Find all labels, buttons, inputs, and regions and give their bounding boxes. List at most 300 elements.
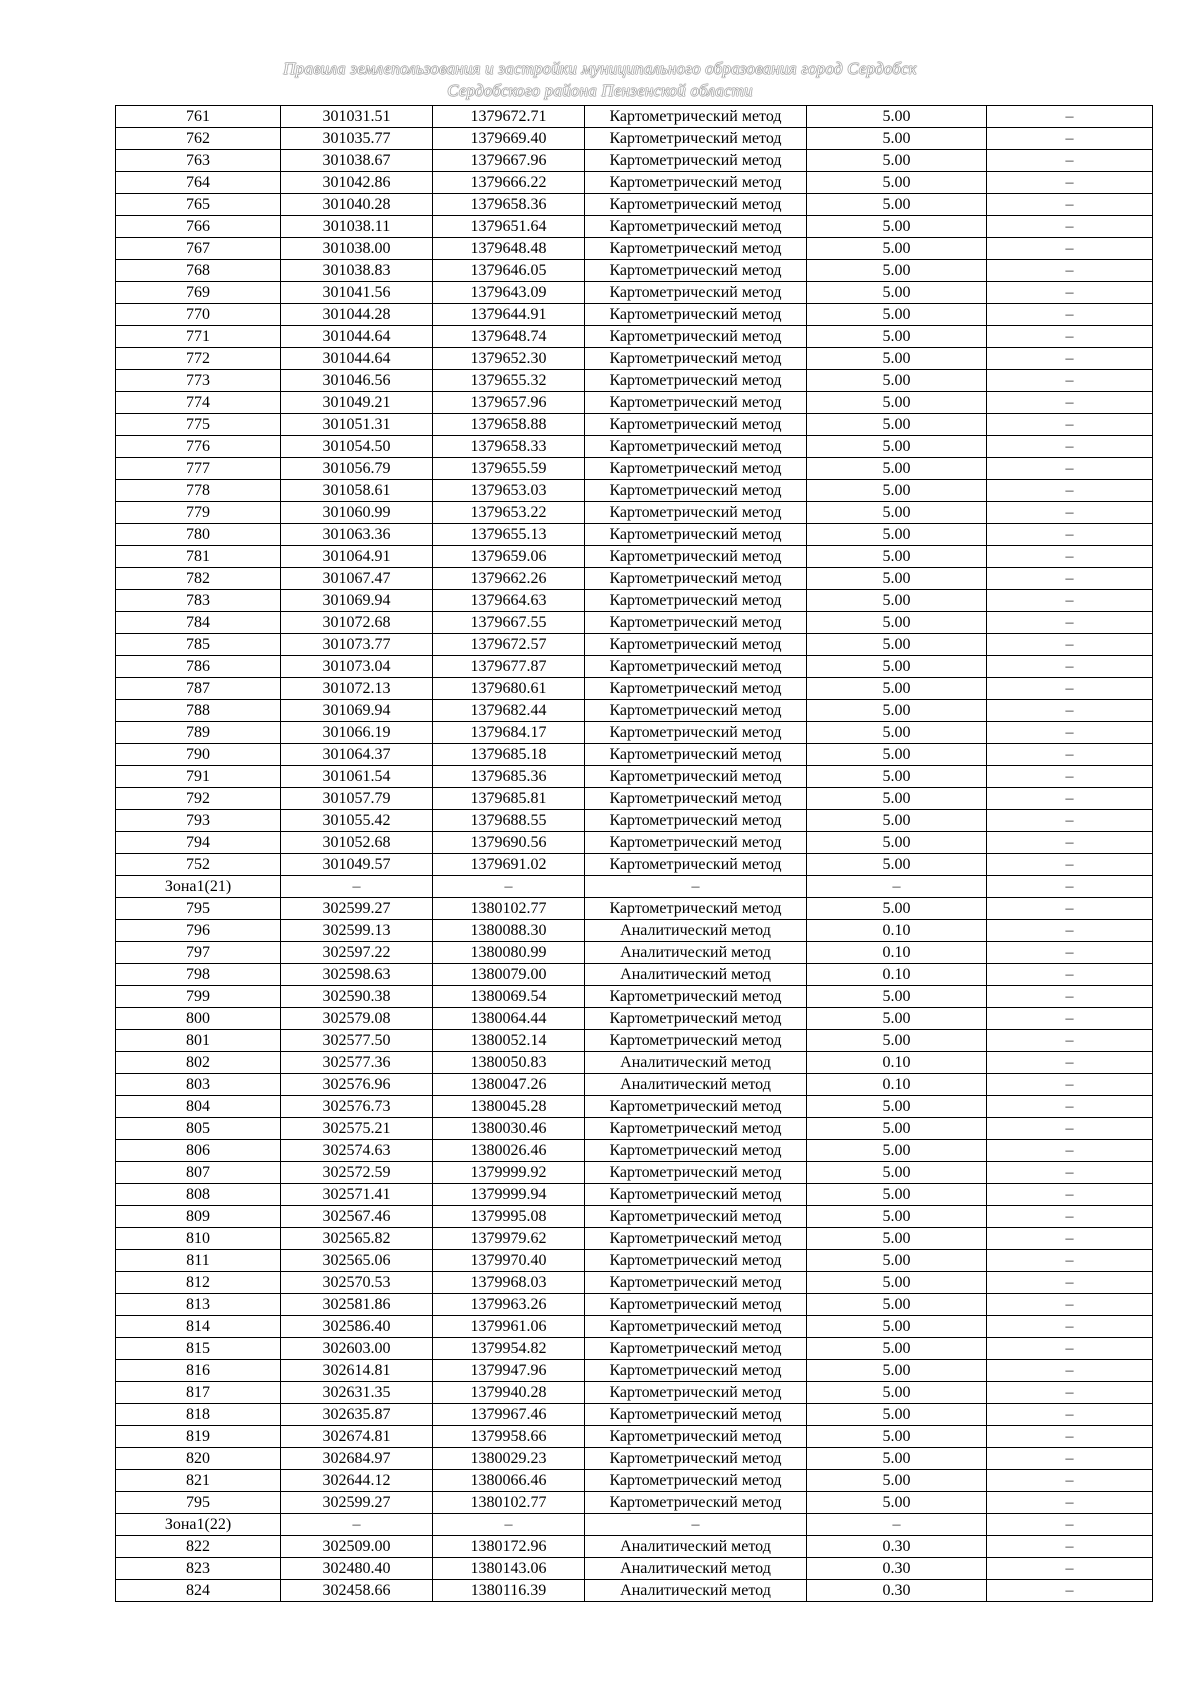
note-cell: – (987, 1558, 1153, 1580)
method-cell: Картометрический метод (585, 744, 807, 766)
point-number-cell: 778 (116, 480, 281, 502)
x-coordinate-cell: 302614.81 (281, 1360, 433, 1382)
accuracy-cell: 5.00 (807, 1294, 987, 1316)
y-coordinate-cell: 1379940.28 (433, 1382, 585, 1404)
accuracy-cell: 5.00 (807, 986, 987, 1008)
note-cell: – (987, 1250, 1153, 1272)
accuracy-cell: 5.00 (807, 634, 987, 656)
point-number-cell: 811 (116, 1250, 281, 1272)
table-row (116, 964, 1153, 986)
method-cell: Картометрический метод (585, 524, 807, 546)
point-number-cell: 796 (116, 920, 281, 942)
table-row (116, 1360, 1153, 1382)
x-coordinate-cell: 301057.79 (281, 788, 433, 810)
note-cell: – (987, 304, 1153, 326)
note-cell: – (987, 348, 1153, 370)
x-coordinate-cell: 302570.53 (281, 1272, 433, 1294)
note-cell: – (987, 854, 1153, 876)
y-coordinate-cell: 1379669.40 (433, 128, 585, 150)
note-cell: – (987, 1074, 1153, 1096)
note-cell: – (987, 1580, 1153, 1602)
y-coordinate-cell: – (433, 876, 585, 898)
x-coordinate-cell: 301066.19 (281, 722, 433, 744)
method-cell: Картометрический метод (585, 1470, 807, 1492)
x-coordinate-cell: 302598.63 (281, 964, 433, 986)
table-row (116, 700, 1153, 722)
header-line-2: Сердобского района Пензенской области (447, 81, 753, 100)
note-cell: – (987, 238, 1153, 260)
point-number-cell: 810 (116, 1228, 281, 1250)
accuracy-cell: 5.00 (807, 216, 987, 238)
table-row (116, 568, 1153, 590)
note-cell: – (987, 1316, 1153, 1338)
x-coordinate-cell: 302565.82 (281, 1228, 433, 1250)
table-row (116, 942, 1153, 964)
table-row (116, 282, 1153, 304)
y-coordinate-cell: 1379657.96 (433, 392, 585, 414)
x-coordinate-cell: 301044.64 (281, 326, 433, 348)
table-row (116, 1448, 1153, 1470)
table-row (116, 1096, 1153, 1118)
method-cell: Картометрический метод (585, 700, 807, 722)
point-number-cell: 806 (116, 1140, 281, 1162)
table-row (116, 1294, 1153, 1316)
x-coordinate-cell: 302576.96 (281, 1074, 433, 1096)
accuracy-cell: 0.10 (807, 920, 987, 942)
accuracy-cell: 5.00 (807, 1096, 987, 1118)
y-coordinate-cell: 1379958.66 (433, 1426, 585, 1448)
point-number-cell: 797 (116, 942, 281, 964)
y-coordinate-cell: 1379648.74 (433, 326, 585, 348)
table-row (116, 678, 1153, 700)
y-coordinate-cell: 1380047.26 (433, 1074, 585, 1096)
y-coordinate-cell: 1379653.22 (433, 502, 585, 524)
x-coordinate-cell: 301049.57 (281, 854, 433, 876)
point-number-cell: 772 (116, 348, 281, 370)
y-coordinate-cell: 1379963.26 (433, 1294, 585, 1316)
table-row (116, 1118, 1153, 1140)
note-cell: – (987, 986, 1153, 1008)
point-number-cell: 799 (116, 986, 281, 1008)
x-coordinate-cell: 302565.06 (281, 1250, 433, 1272)
accuracy-cell: 5.00 (807, 568, 987, 590)
table-row (116, 480, 1153, 502)
method-cell: Картометрический метод (585, 480, 807, 502)
x-coordinate-cell: 301040.28 (281, 194, 433, 216)
method-cell: Картометрический метод (585, 678, 807, 700)
point-number-cell: 801 (116, 1030, 281, 1052)
method-cell: Картометрический метод (585, 1008, 807, 1030)
point-number-cell: 765 (116, 194, 281, 216)
point-number-cell: 783 (116, 590, 281, 612)
x-coordinate-cell: 302599.13 (281, 920, 433, 942)
note-cell: – (987, 920, 1153, 942)
y-coordinate-cell: 1379684.17 (433, 722, 585, 744)
point-number-cell: 785 (116, 634, 281, 656)
method-cell: Картометрический метод (585, 854, 807, 876)
note-cell: – (987, 898, 1153, 920)
y-coordinate-cell: 1380143.06 (433, 1558, 585, 1580)
x-coordinate-cell: 301054.50 (281, 436, 433, 458)
y-coordinate-cell: 1380052.14 (433, 1030, 585, 1052)
point-number-cell: 790 (116, 744, 281, 766)
note-cell: – (987, 392, 1153, 414)
note-cell: – (987, 1206, 1153, 1228)
method-cell: Картометрический метод (585, 304, 807, 326)
x-coordinate-cell: 302599.27 (281, 898, 433, 920)
zone-header-row (116, 1514, 1153, 1536)
accuracy-cell: 5.00 (807, 1272, 987, 1294)
table-row (116, 1492, 1153, 1514)
note-cell: – (987, 326, 1153, 348)
y-coordinate-cell: 1379961.06 (433, 1316, 585, 1338)
method-cell: Картометрический метод (585, 612, 807, 634)
table-row (116, 392, 1153, 414)
x-coordinate-cell: 301051.31 (281, 414, 433, 436)
accuracy-cell: – (807, 876, 987, 898)
table-row (116, 590, 1153, 612)
note-cell: – (987, 260, 1153, 282)
table-row (116, 1074, 1153, 1096)
y-coordinate-cell: 1380080.99 (433, 942, 585, 964)
method-cell: Картометрический метод (585, 986, 807, 1008)
x-coordinate-cell: 301055.42 (281, 810, 433, 832)
note-cell: – (987, 216, 1153, 238)
x-coordinate-cell: 301052.68 (281, 832, 433, 854)
accuracy-cell: 5.00 (807, 370, 987, 392)
note-cell: – (987, 876, 1153, 898)
method-cell: – (585, 876, 807, 898)
accuracy-cell: 5.00 (807, 810, 987, 832)
table-row (116, 1580, 1153, 1602)
y-coordinate-cell: 1379652.30 (433, 348, 585, 370)
method-cell: Картометрический метод (585, 1140, 807, 1162)
point-number-cell: 822 (116, 1536, 281, 1558)
x-coordinate-cell: 301044.64 (281, 348, 433, 370)
y-coordinate-cell: 1379643.09 (433, 282, 585, 304)
method-cell: Аналитический метод (585, 1536, 807, 1558)
note-cell: – (987, 1470, 1153, 1492)
x-coordinate-cell: 302577.50 (281, 1030, 433, 1052)
accuracy-cell: 5.00 (807, 1030, 987, 1052)
zone-header-row (116, 876, 1153, 898)
note-cell: – (987, 194, 1153, 216)
x-coordinate-cell: 301060.99 (281, 502, 433, 524)
x-coordinate-cell: 302576.73 (281, 1096, 433, 1118)
point-number-cell: 798 (116, 964, 281, 986)
note-cell: – (987, 612, 1153, 634)
y-coordinate-cell: 1380050.83 (433, 1052, 585, 1074)
y-coordinate-cell: 1379685.36 (433, 766, 585, 788)
x-coordinate-cell: – (281, 1514, 433, 1536)
x-coordinate-cell: 302577.36 (281, 1052, 433, 1074)
y-coordinate-cell: 1379954.82 (433, 1338, 585, 1360)
point-number-cell: 764 (116, 172, 281, 194)
accuracy-cell: 5.00 (807, 458, 987, 480)
accuracy-cell: 5.00 (807, 326, 987, 348)
y-coordinate-cell: 1379672.71 (433, 106, 585, 128)
method-cell: Картометрический метод (585, 1382, 807, 1404)
point-number-cell: 813 (116, 1294, 281, 1316)
table-row (116, 150, 1153, 172)
point-number-cell: 776 (116, 436, 281, 458)
y-coordinate-cell: 1379691.02 (433, 854, 585, 876)
method-cell: Картометрический метод (585, 898, 807, 920)
x-coordinate-cell: 301064.91 (281, 546, 433, 568)
method-cell: Аналитический метод (585, 1558, 807, 1580)
table-row (116, 546, 1153, 568)
method-cell: Аналитический метод (585, 942, 807, 964)
point-number-cell: 817 (116, 1382, 281, 1404)
y-coordinate-cell: 1379680.61 (433, 678, 585, 700)
accuracy-cell: 5.00 (807, 436, 987, 458)
point-number-cell: 800 (116, 1008, 281, 1030)
point-number-cell: 781 (116, 546, 281, 568)
point-number-cell: 795 (116, 1492, 281, 1514)
x-coordinate-cell: 301038.83 (281, 260, 433, 282)
point-number-cell: 774 (116, 392, 281, 414)
note-cell: – (987, 1184, 1153, 1206)
accuracy-cell: 5.00 (807, 282, 987, 304)
y-coordinate-cell: 1379968.03 (433, 1272, 585, 1294)
point-number-cell: 792 (116, 788, 281, 810)
point-number-cell: 777 (116, 458, 281, 480)
y-coordinate-cell: 1379970.40 (433, 1250, 585, 1272)
accuracy-cell: 5.00 (807, 1184, 987, 1206)
accuracy-cell: 0.10 (807, 1052, 987, 1074)
x-coordinate-cell: 301063.36 (281, 524, 433, 546)
y-coordinate-cell: 1380116.39 (433, 1580, 585, 1602)
table-row (116, 1470, 1153, 1492)
x-coordinate-cell: 301038.11 (281, 216, 433, 238)
header-line-1: Правила землепользования и застройки муниципального образования город Сердобск (283, 59, 917, 78)
note-cell: – (987, 458, 1153, 480)
point-number-cell: 784 (116, 612, 281, 634)
point-number-cell: 793 (116, 810, 281, 832)
accuracy-cell: 0.30 (807, 1536, 987, 1558)
note-cell: – (987, 1360, 1153, 1382)
accuracy-cell: 5.00 (807, 1206, 987, 1228)
note-cell: – (987, 1140, 1153, 1162)
y-coordinate-cell: 1380102.77 (433, 1492, 585, 1514)
accuracy-cell: 0.30 (807, 1580, 987, 1602)
note-cell: – (987, 678, 1153, 700)
accuracy-cell: 5.00 (807, 1140, 987, 1162)
y-coordinate-cell: 1379648.48 (433, 238, 585, 260)
note-cell: – (987, 150, 1153, 172)
x-coordinate-cell: 301046.56 (281, 370, 433, 392)
y-coordinate-cell: 1379667.55 (433, 612, 585, 634)
accuracy-cell: 5.00 (807, 832, 987, 854)
y-coordinate-cell: 1379979.62 (433, 1228, 585, 1250)
x-coordinate-cell: 301038.00 (281, 238, 433, 260)
y-coordinate-cell: 1380088.30 (433, 920, 585, 942)
y-coordinate-cell: 1379682.44 (433, 700, 585, 722)
accuracy-cell: 5.00 (807, 1118, 987, 1140)
x-coordinate-cell: 302590.38 (281, 986, 433, 1008)
table-row (116, 634, 1153, 656)
table-row (116, 656, 1153, 678)
table-row (116, 326, 1153, 348)
accuracy-cell: 5.00 (807, 392, 987, 414)
accuracy-cell: 5.00 (807, 150, 987, 172)
y-coordinate-cell: 1379655.32 (433, 370, 585, 392)
note-cell: – (987, 370, 1153, 392)
note-cell: – (987, 766, 1153, 788)
note-cell: – (987, 524, 1153, 546)
table-row (116, 1140, 1153, 1162)
method-cell: Картометрический метод (585, 1096, 807, 1118)
accuracy-cell: 5.00 (807, 766, 987, 788)
note-cell: – (987, 942, 1153, 964)
table-row (116, 238, 1153, 260)
table-row (116, 1250, 1153, 1272)
y-coordinate-cell: 1380102.77 (433, 898, 585, 920)
y-coordinate-cell: 1379655.13 (433, 524, 585, 546)
y-coordinate-cell: 1379658.33 (433, 436, 585, 458)
note-cell: – (987, 1008, 1153, 1030)
method-cell: Картометрический метод (585, 282, 807, 304)
y-coordinate-cell: – (433, 1514, 585, 1536)
method-cell: Картометрический метод (585, 436, 807, 458)
note-cell: – (987, 414, 1153, 436)
method-cell: Картометрический метод (585, 1272, 807, 1294)
method-cell: Картометрический метод (585, 458, 807, 480)
point-number-cell: 787 (116, 678, 281, 700)
accuracy-cell: 5.00 (807, 1470, 987, 1492)
table-row (116, 1558, 1153, 1580)
note-cell: – (987, 744, 1153, 766)
table-row (116, 898, 1153, 920)
point-number-cell: 812 (116, 1272, 281, 1294)
point-number-cell: 820 (116, 1448, 281, 1470)
point-number-cell: 818 (116, 1404, 281, 1426)
method-cell: Картометрический метод (585, 216, 807, 238)
accuracy-cell: 5.00 (807, 1448, 987, 1470)
method-cell: Картометрический метод (585, 1162, 807, 1184)
x-coordinate-cell: 301061.54 (281, 766, 433, 788)
point-number-cell: 773 (116, 370, 281, 392)
table-row (116, 722, 1153, 744)
point-number-cell: 795 (116, 898, 281, 920)
y-coordinate-cell: 1379655.59 (433, 458, 585, 480)
accuracy-cell: 5.00 (807, 546, 987, 568)
note-cell: – (987, 282, 1153, 304)
accuracy-cell: 5.00 (807, 348, 987, 370)
table-row (116, 986, 1153, 1008)
note-cell: – (987, 436, 1153, 458)
note-cell: – (987, 634, 1153, 656)
point-number-cell: 762 (116, 128, 281, 150)
x-coordinate-cell: 302603.00 (281, 1338, 433, 1360)
coordinates-table (115, 105, 1153, 1602)
table-row (116, 832, 1153, 854)
note-cell: – (987, 502, 1153, 524)
point-number-cell: 807 (116, 1162, 281, 1184)
y-coordinate-cell: 1379662.26 (433, 568, 585, 590)
x-coordinate-cell: 301064.37 (281, 744, 433, 766)
table-row (116, 1338, 1153, 1360)
method-cell: Картометрический метод (585, 1492, 807, 1514)
x-coordinate-cell: 302581.86 (281, 1294, 433, 1316)
method-cell: Картометрический метод (585, 150, 807, 172)
accuracy-cell: 5.00 (807, 744, 987, 766)
method-cell: Картометрический метод (585, 326, 807, 348)
y-coordinate-cell: 1379653.03 (433, 480, 585, 502)
point-number-cell: 752 (116, 854, 281, 876)
y-coordinate-cell: 1379685.81 (433, 788, 585, 810)
accuracy-cell: 0.10 (807, 1074, 987, 1096)
note-cell: – (987, 788, 1153, 810)
point-number-cell: 803 (116, 1074, 281, 1096)
point-number-cell: Зона1(22) (116, 1514, 281, 1536)
point-number-cell: 766 (116, 216, 281, 238)
method-cell: Картометрический метод (585, 502, 807, 524)
y-coordinate-cell: 1379967.46 (433, 1404, 585, 1426)
point-number-cell: 809 (116, 1206, 281, 1228)
x-coordinate-cell: 301041.56 (281, 282, 433, 304)
point-number-cell: 816 (116, 1360, 281, 1382)
x-coordinate-cell: 301035.77 (281, 128, 433, 150)
table-row (116, 1184, 1153, 1206)
y-coordinate-cell: 1379690.56 (433, 832, 585, 854)
accuracy-cell: 5.00 (807, 898, 987, 920)
point-number-cell: 804 (116, 1096, 281, 1118)
accuracy-cell: 5.00 (807, 1250, 987, 1272)
method-cell: Аналитический метод (585, 964, 807, 986)
note-cell: – (987, 1162, 1153, 1184)
table-row (116, 304, 1153, 326)
method-cell: Аналитический метод (585, 1580, 807, 1602)
table-row (116, 1316, 1153, 1338)
x-coordinate-cell: 302575.21 (281, 1118, 433, 1140)
method-cell: Картометрический метод (585, 722, 807, 744)
table-row (116, 1404, 1153, 1426)
x-coordinate-cell: 302684.97 (281, 1448, 433, 1470)
table-row (116, 106, 1153, 128)
x-coordinate-cell: 301073.04 (281, 656, 433, 678)
method-cell: Картометрический метод (585, 634, 807, 656)
table-row (116, 1052, 1153, 1074)
accuracy-cell: 5.00 (807, 1228, 987, 1250)
method-cell: Картометрический метод (585, 1228, 807, 1250)
x-coordinate-cell: 301058.61 (281, 480, 433, 502)
note-cell: – (987, 480, 1153, 502)
table-row (116, 370, 1153, 392)
x-coordinate-cell: 301044.28 (281, 304, 433, 326)
y-coordinate-cell: 1379995.08 (433, 1206, 585, 1228)
table-row (116, 1162, 1153, 1184)
accuracy-cell: 5.00 (807, 656, 987, 678)
method-cell: Картометрический метод (585, 1338, 807, 1360)
x-coordinate-cell: 301072.13 (281, 678, 433, 700)
note-cell: – (987, 1228, 1153, 1250)
y-coordinate-cell: 1379677.87 (433, 656, 585, 678)
method-cell: Картометрический метод (585, 1030, 807, 1052)
x-coordinate-cell: 302674.81 (281, 1426, 433, 1448)
y-coordinate-cell: 1379999.92 (433, 1162, 585, 1184)
note-cell: – (987, 172, 1153, 194)
table-row (116, 436, 1153, 458)
table-row (116, 260, 1153, 282)
method-cell: Картометрический метод (585, 194, 807, 216)
method-cell: Картометрический метод (585, 392, 807, 414)
note-cell: – (987, 700, 1153, 722)
method-cell: Картометрический метод (585, 1360, 807, 1382)
x-coordinate-cell: 301031.51 (281, 106, 433, 128)
method-cell: Картометрический метод (585, 238, 807, 260)
note-cell: – (987, 1536, 1153, 1558)
